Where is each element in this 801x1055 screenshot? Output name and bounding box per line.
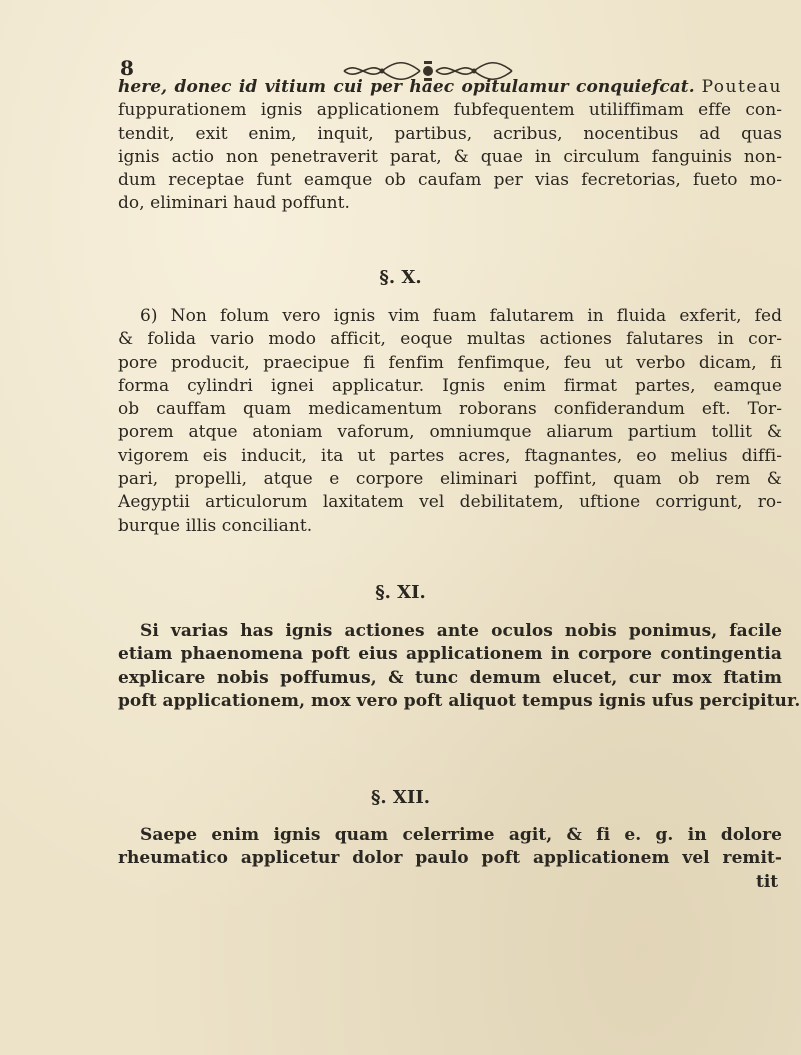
text-line: Saepe enim ignis quam celerrime agit, & fi e. g. in dolore xyxy=(140,825,782,845)
text-line: etiam phaenomena poft eius applicationem in corpore contingentia xyxy=(118,644,782,665)
text-line: vigorem eis inducit, ita ut partes acres, ftagnantes, eo melius diffi- xyxy=(118,445,782,466)
text-line: dum receptae funt eamque ob caufam per vias fecretorias, fueto mo- xyxy=(118,170,782,191)
text-line: burque illis conciliant. xyxy=(118,515,313,536)
page-number: 8 xyxy=(120,56,134,80)
section-heading-xi: §. XI. xyxy=(375,582,426,603)
text-line: explicare nobis poffumus, & tunc demum elucet, cur mox ftatim xyxy=(118,667,782,688)
italic-phrase: here, donec id vitium cui per haec opitulamur conquiefcat. xyxy=(118,77,695,97)
text-line: tendit, exit enim, inquit, partibus, acribus, nocentibus ad quas xyxy=(118,123,782,144)
text-line xyxy=(118,76,782,99)
text-line: Aegyptii articulorum laxitatem vel debilitatem, uftione corrigunt, ro- xyxy=(118,492,782,513)
text-line: 6) Non folum vero ignis vim fuam falutarem in fluida exferit, fed xyxy=(140,306,782,326)
paragraph-section-xii xyxy=(118,824,782,871)
text-line: fuppurationem ignis applicationem fubfequentem utiliffimam effe con- xyxy=(118,100,782,121)
author-name: Pouteau xyxy=(701,77,782,97)
text-line: do, eliminari haud poffunt. xyxy=(118,193,350,214)
paragraph-section-x xyxy=(118,305,782,538)
text-line: porem atque atoniam vaforum, omniumque aliarum partium tollit & xyxy=(118,422,782,443)
text-line: ob cauffam quam medicamentum roborans confiderandum eft. Tor- xyxy=(118,399,782,420)
text-line: poft applicationem, mox vero poft aliquot tempus ignis ufus percipitur. xyxy=(118,690,801,711)
paragraph-continuation xyxy=(118,76,782,216)
catchword: tit xyxy=(756,872,779,892)
text-line: Si varias has ignis actiones ante oculos nobis ponimus, facile xyxy=(140,621,782,641)
text-line: pari, propelli, atque e corpore eliminari poffint, quam ob rem & xyxy=(118,469,782,490)
text-line: & folida vario modo afficit, eoque multas actiones falutares in cor- xyxy=(118,329,782,350)
text-line: pore producit, praecipue fi fenfim fenfimque, feu ut verbo dicam, fi xyxy=(118,352,782,373)
paragraph-section-xi xyxy=(118,620,801,713)
text-line: forma cylindri ignei applicatur. Ignis enim firmat partes, eamque xyxy=(118,375,782,396)
text-line: rheumatico applicetur dolor paulo poft applicationem vel remit- xyxy=(118,848,782,869)
section-heading-xii: §. XII. xyxy=(370,787,431,808)
section-heading-x: §. X. xyxy=(379,267,422,288)
text-line: ignis actio non penetraverit parat, & quae in circulum fanguinis non- xyxy=(118,146,782,167)
